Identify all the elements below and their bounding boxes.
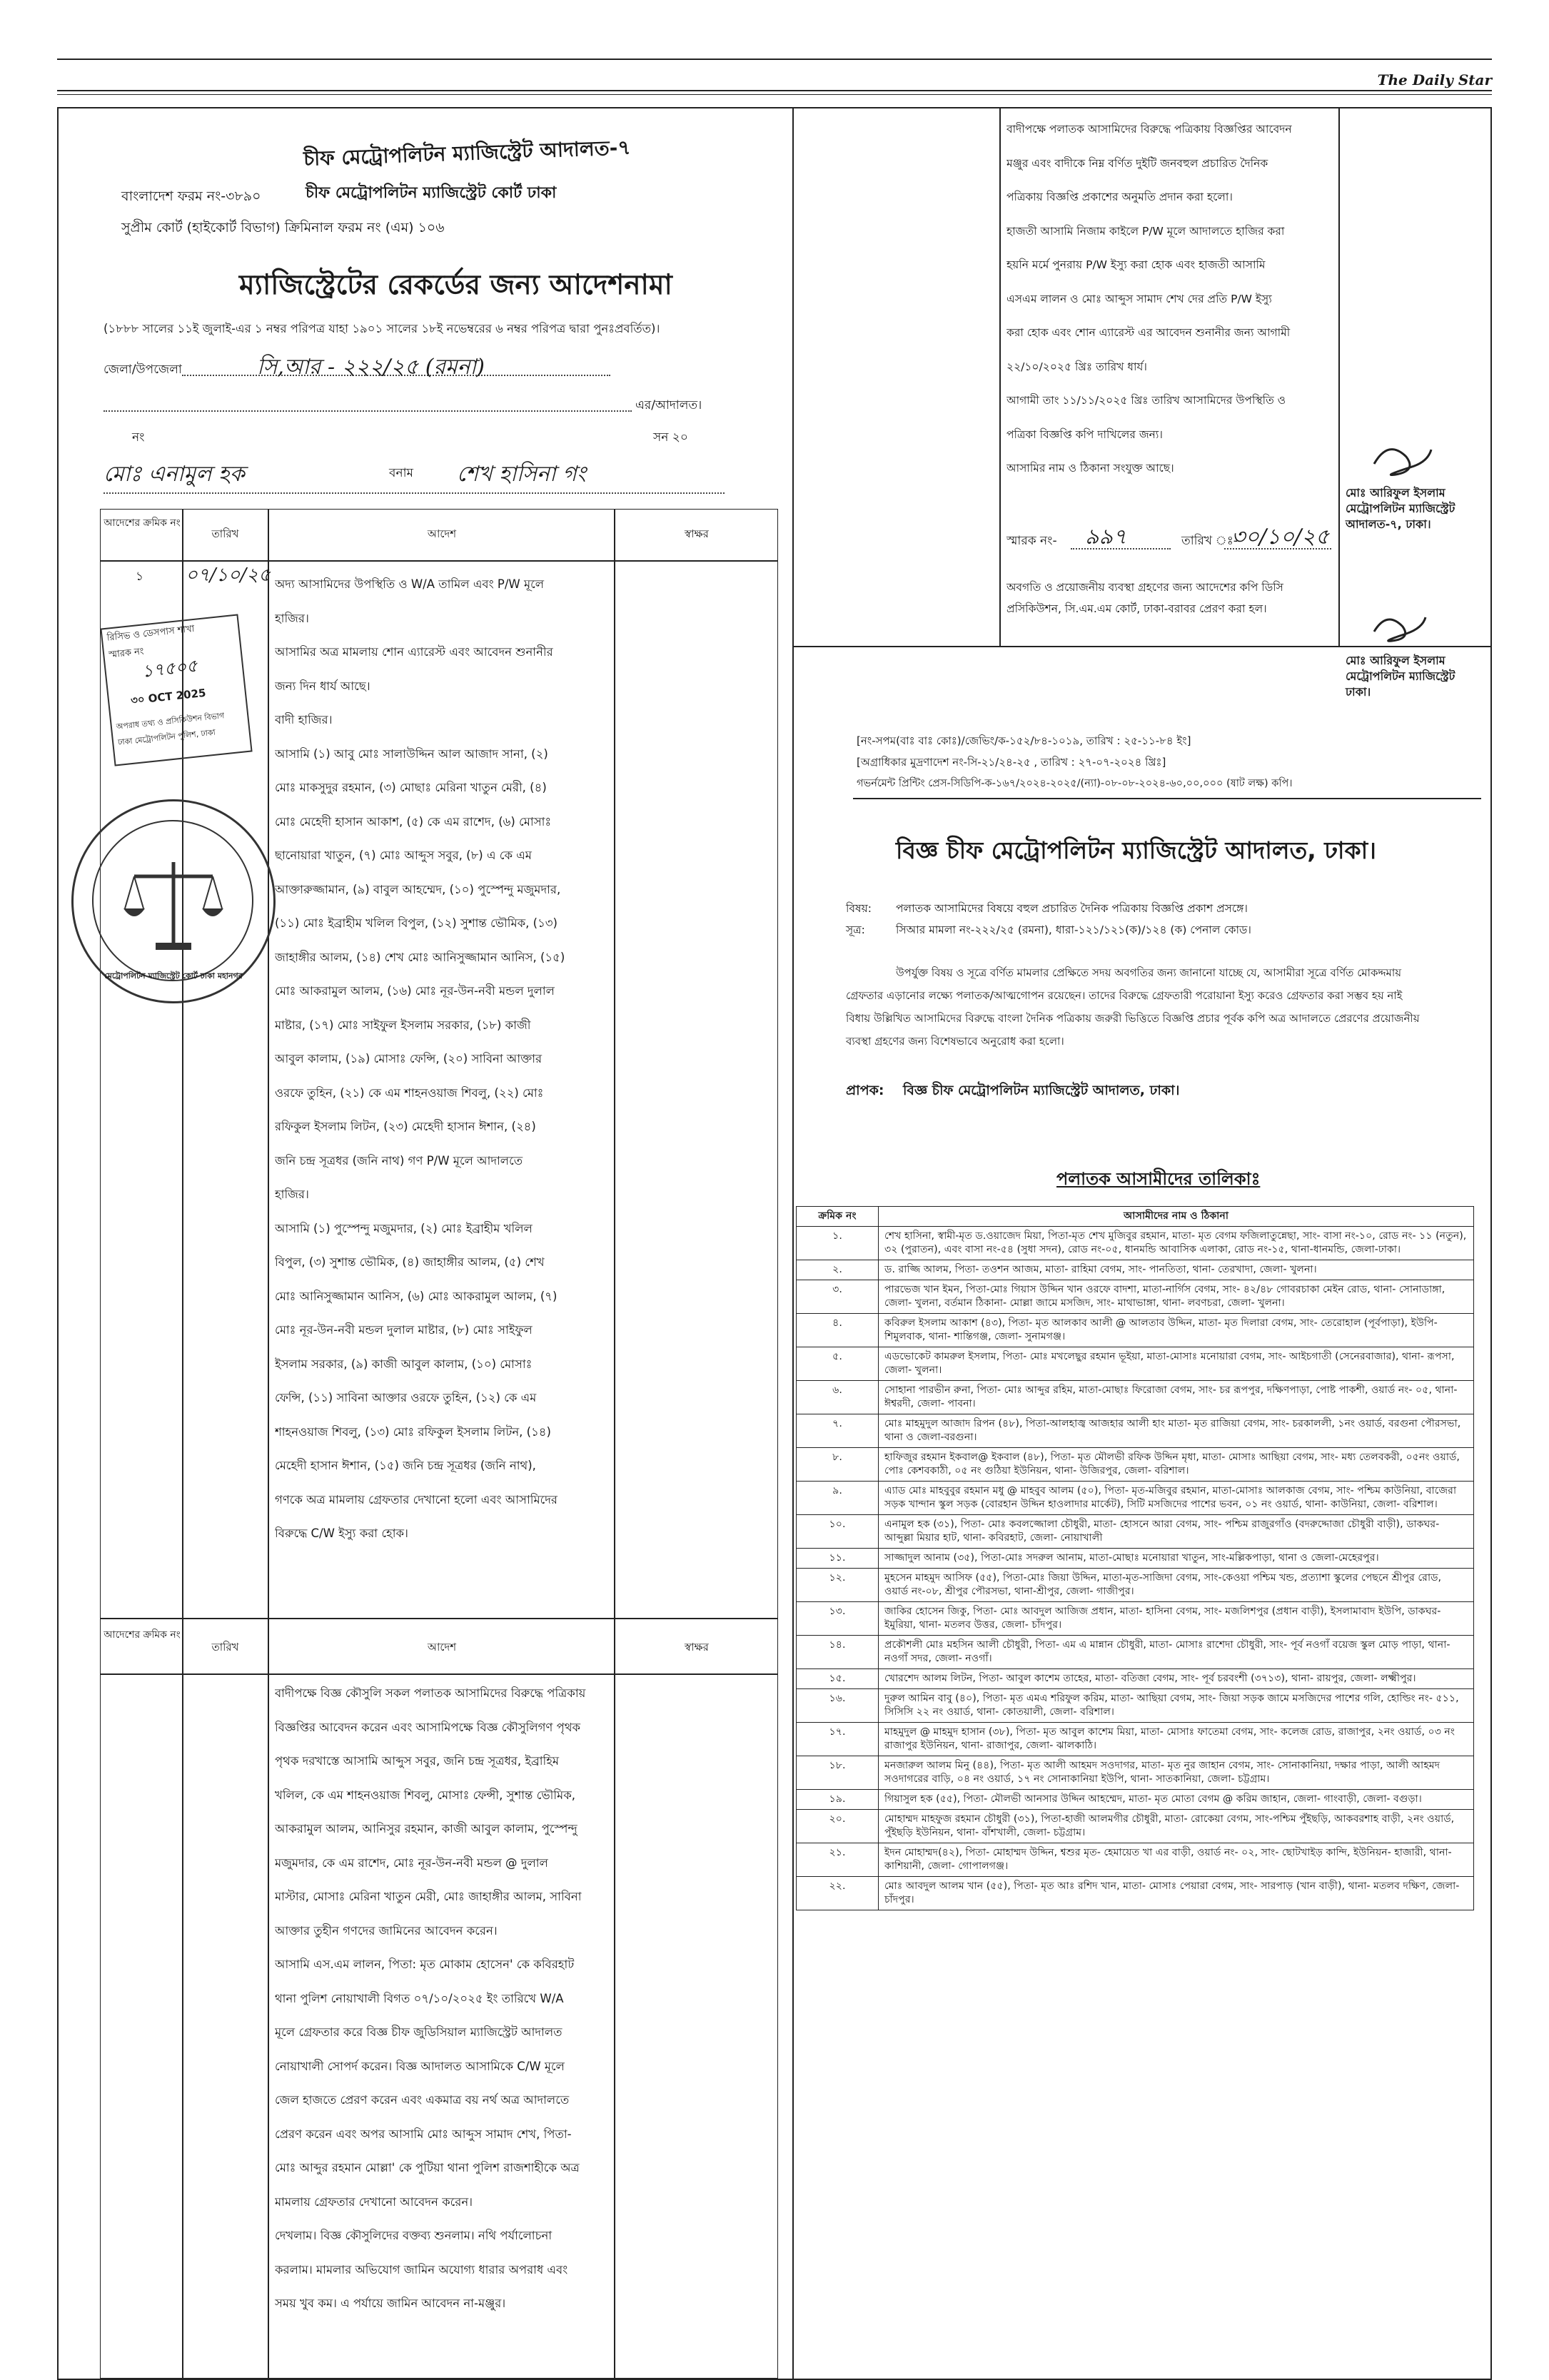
versus-label: বনাম [389,466,413,480]
table-row [797,1482,1473,1515]
text-line: করা হোক এবং শোন এ্যারেস্ট এর আবেদন শুনানীর জন্য আগামী [1006,326,1291,339]
text-line: জেল হাজতে প্রেরণ করেন এবং একমাত্র বয় নর্থ অত্র আদালতে [275,2093,570,2107]
masthead-rule [57,90,1492,91]
text-line: হাজতী আসামি নিজাম কাইলে P/W মূলে আদালতে হাজির করা [1006,224,1285,238]
table-row [797,1602,1473,1636]
table-2-header-signature: স্বাক্ষর [685,1641,709,1654]
accused-serial: ১৫. [797,1669,879,1688]
date-handwritten: ৩০/১০/২৫ [1231,525,1330,550]
table-1-header-signature: স্বাক্ষর [685,527,709,540]
text-line: শাহনওয়াজ শিবলু, (১৩) মোঃ রফিকুল ইসলাম লিটন, (১৪) [275,1424,551,1439]
table-row [797,1569,1473,1602]
table-row [797,1549,1473,1569]
table-row [797,1756,1473,1790]
plaintiff-handwritten: মোঃ এনামুল হক [104,462,245,487]
text-line: আসামির অত্র মামলায় শোন এ্যারেস্ট এবং আবেদন শুনানীর [275,645,553,659]
accused-name-address: ড. রাজ্জি আলম, পিতা- তওশন আজম, মাতা- রাহিমা বেগম, সাং- পানতিতা, থানা- তেরখাদা, জেলা- খুলনা। [884,1264,1317,1275]
accused-serial: ৫. [797,1347,879,1380]
receipt-stamp-dmp: ঢাকা মেট্রোপলিটন পুলিশ, ঢাকা [117,727,216,747]
table-2-header-date: তারিখ [211,1641,239,1654]
order-1-serial: ১ [136,569,144,584]
signature-1-title: মেট্রোপলিটন ম্যাজিস্ট্রেট [1346,502,1455,515]
accused-serial: ১১. [797,1549,879,1568]
text-line: ফেন্সি, (১১) সাবিনা আক্তার ওরফে তুহিন, (১২) কে এম [275,1391,537,1404]
accused-name-address: জাকির হোসেন জিকু, পিতা- মোঃ আবদুল আজিজ প্রধান, মাতা- হাসিনা বেগম, সাং- মজলিশপুর (প্রধান বাড়ী), ইসলামাবাদ ইউপি, ডাকঘর- ইমুরিয়া, থানা- মতলব উত্তর, জেলা- চাঁদপুর। [884,1606,1441,1631]
text-line: পত্রিকায় বিজ্ঞপ্তি প্রকাশের অনুমতি প্রদান করা হলো। [1006,191,1233,203]
accused-name-address: মনজারুল আলম মিনু (৪৪), পিতা- মৃত আলী আহমদ সওদাগর, মাতা- মৃত নুর জাহান বেগম, সাং- সোনাকানিয়া, দক্ষার পাড়া, আলী আহমদ সওদাগরের বাড়ি, ০৪ নং ওয়ার্ড, ১৭ নং সোনাকানিয়া ইউপি, থানা- সাতকানিয়া, জেলা- চট্টগ্রাম। [884,1760,1440,1785]
text-line: দেখলাম। বিজ্ঞ কৌসুলিদের বক্তব্য শুনলাম। নথি পর্যালোচনা [275,2229,553,2242]
header-name-address: আসামীদের নাম ও ঠিকানা [1124,1210,1228,1222]
table-1-col-rule [268,509,269,1619]
memo-number-handwritten: ৯৯৭ [1085,525,1127,550]
receipt-stamp-dept: অপরাধ তথ্য ও প্রসিকিউশন বিভাগ [116,711,225,732]
table-2-header-serial: আদেশের ক্রমিক নং [104,1629,181,1641]
court-dotline [104,410,632,412]
table-row [797,1790,1473,1810]
accused-name-address: মুহসেন মাহমুদ আসিফ (৫৫), পিতা-মোঃ জিয়া উদ্দিন, মাতা-মৃত-সাজিদা বেগম, সাং-কেওয়া পশ্চিম খন্ড, প্রত্যাশা স্কুলের পেছনে শ্রীপুর রোড, ওয়ার্ড নং-০৮, শ্রীপুর পৌরসভা, থানা-শ্রীপুর, জেলা- গাজীপুর। [884,1572,1442,1597]
text-line: আকরামুল আলম, আনিসুর রহমান, কাজী আবুল কালাম, পুস্পেন্দু [275,1822,577,1835]
table-row [797,1414,1473,1448]
court-seal [71,799,276,1003]
table-1-col-rule [614,509,615,1619]
accused-serial: ১৮. [797,1756,879,1789]
table-2-col-rule [182,1619,183,2379]
accused-serial: ১৯. [797,1790,879,1809]
forward-line-2: প্রসিকিউশন, সি.এম.এম কোর্ট, ঢাকা-বরাবর প্রেরণ করা হল। [1006,602,1267,615]
receipt-stamp [100,614,252,766]
accused-name-address: শেখ হাসিনা, স্বামী-মৃত ড.ওয়াজেদ মিয়া, পিতা-মৃত শেখ মুজিবুর রহমান, মাতা- মৃত বেগম ফজিলাতুন্নেছা, সাং- বাসা নং-১০, রোড নং- ১১ (নতুন), ৩২ (পুরাতন), এবং বাসা নং-৫৪ (সুধা সদন), রোড নং-০৫, ধানমন্ডি আবাসিক এলাকা, রোড নং-১৫, থানা-ধানমন্ডি, জেলা-ঢাকা। [884,1230,1467,1255]
forward-line-1: অবগতি ও প্রয়োজনীয় ব্যবস্থা গ্রহণের জন্য আদেশের কপি ডিসি [1006,581,1283,594]
accused-name-address: এনামুল হক (৩১), পিতা- মোঃ কবলজ্জোলা চৌধুরী, মাতা- হোসনে আরা বেগম, সাং- পশ্চিম রাজুরগাঁও (বদরুদ্দোজা চৌধুরী বাড়ী), ডাকঘর- আব্দুল্লা মিয়ার হাট, থানা- কবিরহাট, জেলা- নোয়াখালী [884,1519,1440,1544]
signature-1-name: মোঃ আরিফুল ইসলাম [1346,486,1445,500]
table-row [797,1689,1473,1723]
text-line: হাজির। [275,611,309,625]
number-label: নং [132,430,145,445]
order-1-date-handwritten: ০৭/১০/২৫ [186,564,271,586]
body-line-4: ব্যবস্থা গ্রহণের জন্য বিশেষভাবে অনুরোধ করা হলো। [846,1035,1064,1048]
accused-name-address: খোরশেদ আলম লিটন, পিতা- আবুল কাশেম তাহের, মাতা- বতিজা বেগম, সাং- পূর্ব চরবংশী (৩৭১৩), থানা- রায়পুর, জেলা- লক্ষ্মীপুর। [884,1673,1416,1684]
receipt-stamp-number: ১৭৫০৫ [141,655,198,682]
form-line-2: সুপ্রীম কোর্ট (হাইকোর্ট বিভাগ) ক্রিমিনাল ফরম নং (এম) ১০৬ [121,220,445,236]
masthead-rule-thin [57,94,1492,95]
memo-label: স্মারক নং- [1006,534,1057,548]
accused-serial: ১২. [797,1569,879,1601]
text-line: মাষ্টার, (১৭) মোঃ সাইফুল ইসলাম সরকার, (১৮) কাজী [275,1018,531,1032]
top-rule [57,59,1492,60]
accused-name-address: এডভোকেট কামরুল ইসলাম, পিতা- মোঃ মখলেছুর রহমান ভূইয়া, মাতা-মোসাঃ মনোয়ারা বেগম, সাং- আইচগাতী (সেনেরবাজার), থানা- রূপসা, জেলা- খুলনা। [884,1351,1455,1376]
document-title: ম্যাজিস্ট্রেটের রেকর্ডের জন্য আদেশনামা [239,269,672,301]
accused-serial: ১৬. [797,1689,879,1722]
table-row [797,1669,1473,1689]
text-line: মোঃ মাকসুদুর রহমান, (৩) মোছাঃ মেরিনা খাতুন মেরী, (৪) [275,781,547,794]
accused-table-header [797,1207,1473,1227]
text-line: হয়নি মর্মে পুনরায় P/W ইস্যু করা হোক এবং হাজতী আসামি [1006,258,1266,271]
accused-serial: ৯. [797,1482,879,1514]
notice-title: বিজ্ঞ চীফ মেট্রোপলিটন ম্যাজিস্ট্রেট আদালত, ঢাকা। [896,836,1376,864]
text-line: রফিকুল ইসলাম লিটন, (২৩) মেহেদী হাসান ঈশান, (২৪) [275,1120,536,1133]
text-line: মোঃ আব্দুর রহমান মোল্লা' কে পুটিয়া থানা পুলিশ রাজশাহীকে অত্র [275,2161,580,2174]
accused-name-address: হাফিজুর রহমান ইকবাল@ ইকবাল (৪৮), পিতা- মৃত মৌলভী রফিক উদ্দিন মৃধা, মাতা- মোসাঃ আছিয়া বেগম, সাং- মধ্য তেলবকরী, ০৫নং ওয়ার্ড, পোঃ কেশবকাঠী, ০৫ নং গুঠিয়া ইউনিয়ন, থানা- উজিরপুর, জেলা- বরিশাল। [884,1452,1460,1477]
text-line: আবুল কালাম, (১৯) মোসাঃ ফেন্সি, (২০) সাবিনা আক্তার [275,1052,543,1065]
text-line: আসামি এস.এম লালন, পিতা: মৃত মোকাম হোসেন' কে কবিরহাট [275,1958,575,1971]
text-line: প্রেরণ করেন এবং অপর আসামি মোঃ আব্দুস সামাদ শেখ, পিতা- [275,2127,572,2141]
table-row [797,1843,1473,1877]
text-line: বাদীপক্ষে পলাতক আসামিদের বিরুদ্ধে পত্রিকায় বিজ্ঞপ্তির আবেদন [1006,123,1292,136]
subject-text: পলাতক আসামিদের বিষয়ে বহুল প্রচারিত দৈনিক পত্রিকায় বিজ্ঞপ্তি প্রকাশ প্রসঙ্গে। [896,902,1248,915]
text-line: মূলে গ্রেফতার করে বিজ্ঞ চীফ জুডিসিয়াল ম্যাজিস্ট্রেট আদালত [275,2025,562,2039]
subject-label: বিষয়: [846,902,872,915]
form-number: বাংলাদেশ ফরম নং-৩৮৯০ [121,188,261,204]
text-line: বিরুদ্ধে C/W ইস্যু করা হোক। [275,1526,408,1540]
text-line: হাজির। [275,1188,309,1201]
signature-2-court: ঢাকা। [1346,685,1371,699]
accused-serial: ২০. [797,1810,879,1843]
body-line-1: উপর্যুক্ত বিষয় ও সূত্রে বর্ণিত মামলার প্রেক্ষিতে সদয় অবগতির জন্য জানানো যাচ্ছে যে, আসামীরা সূত্রে বর্ণিত মোকদ্দমায় [896,966,1402,979]
text-line: জাহাঙ্গীর আলম, (১৪) শেখ মোঃ আনিসুজ্জামান আনিস, (১৫) [275,950,565,964]
table-1-header-order: আদেশ [427,527,457,540]
table-row [797,1448,1473,1482]
right-order-col-rule [999,107,1001,646]
text-line: আসামি (১) পুস্পেন্দু মজুমদার, (২) মোঃ ইব্রাহীম খলিল [275,1221,533,1235]
accused-serial: ১. [797,1227,879,1260]
recipient-label: প্রাপক: [846,1083,884,1098]
defendant-handwritten: শেখ হাসিনা গং [457,462,586,487]
signature-2-title: মেট্রোপলিটন ম্যাজিস্ট্রেট [1346,669,1455,683]
ref-rule [853,798,1481,799]
accused-serial: ১০. [797,1515,879,1548]
memo-dotline [1071,548,1171,550]
accused-serial: ৭. [797,1414,879,1447]
district-label: জেলা/উপজেলা [104,363,182,377]
parties-dotline [104,492,725,494]
accused-serial: ২১. [797,1843,879,1876]
text-line: মজুমদার, কে এম রাশেদ, মোঃ নূর-উন-নবী মন্ডল @ দুলাল [275,1855,548,1870]
signature-2 [1367,607,1431,649]
text-line: এসএম লালন ও মোঃ আব্দুস সামাদ শেখ দের প্রতি P/W ইস্যু [1006,292,1272,305]
source-text: সিআর মামলা নং-২২২/২৫ (রমনা), ধারা-১২১/১২১(ক)/১২৪ (ক) পেনাল কোড। [896,923,1251,936]
text-line: ছানোয়ারা খাতুন, (৭) মোঃ আব্দুস সবুর, (৮) এ কে এম [275,849,532,862]
accused-table [796,1206,1474,1910]
receipt-stamp-title: রিসিভ ও ডেসপাস শাখা [106,623,196,644]
court-stamp-top: চীফ মেট্রোপলিটন ম্যাজিস্ট্রেট আদালত-৭ [303,136,632,171]
table-2-col-rule [614,1619,615,2379]
table-1-header-date: তারিখ [211,527,239,540]
ref-line-3: গভর্নমেন্ট প্রিন্টিং প্রেস-সিডিপি-ক-১৬৭/২০২৪-২০২৫/(ন্যা)-০৮-০৮-২০২৪-৬০,০০,০০০ (ষাট লক্ষ) কপি। [857,778,1293,789]
text-line: ২২/১০/২০২৫ খ্রিঃ তারিখ ধার্য। [1006,360,1147,373]
accused-name-address: সাজ্জাদুল আনাম (৩৫), পিতা-মোঃ সদরুল আনাম, মাতা-মোছাঃ মনোয়ারা খাতুন, সাং-মল্লিকপাড়া, থানা ও জেলা-মেহেরপুর। [884,1552,1379,1564]
accused-name-address: দুরুল আমিন বাবু (৪০), পিতা- মৃত এমএ শরিফুল করিম, মাতা- আছিয়া বেগম, সাং- জিয়া সড়ক জামে মসজিদের পাশের গলি, হোল্ডিং নং- ৫১১, সিসিসি ২২ নং ওয়ার্ড, থানা- কোতয়ালী, জেলা- বরিশাল। [884,1693,1459,1718]
text-line: (১১) মোঃ ইব্রাহীম খলিল বিপুল, (১২) সুশান্ত ভৌমিক, (১৩) [275,916,557,930]
text-line: মামলায় গ্রেফতার দেখানো আবেদন করেন। [275,2194,473,2209]
accused-name-address: এ্যাড মোঃ মাহবুবুর রহমান মধু @ মাহবুব আলম (৫০), পিতা- মৃত-মজিবুর রহমান, মাতা-মোসাঃ আলকাজ বেগম, সাং- পশ্চিম কাউনিয়া, বাজেরা সড়ক খান্দান স্কুল সড়ক (বোরহান উদ্দিন হাওলাদার মার্কেট), সিটি মসজিদের পাশের ভবন, ০১ নং ওয়ার্ড, থানা- কাউনিয়া, জেলা- বরিশাল। [884,1485,1457,1510]
text-line: মঞ্জুর এবং বাদীকে নিম্ন বর্ণিত দুইটি জনবহুল প্রচারিত দৈনিক [1006,156,1268,170]
document-subtitle: (১৮৮৮ সালের ১১ই জুলাই-এর ১ নম্বর পরিপত্র যাহা ১৯০১ সালের ১৮ই নভেম্বরের ৬ নম্বর পরিপত্র দ্বারা পুনঃপ্রবর্তিত)। [104,322,660,335]
table-row [797,1347,1473,1381]
table-1-header-serial: আদেশের ক্রমিক নং [104,517,181,529]
text-line: জনি চন্দ্র সূত্রধর (জনি নাথ) গণ P/W মূলে আদালতে [275,1153,523,1168]
text-line: ইসলাম সরকার, (৯) কাজী আবুল কালাম, (১০) মোসাঃ [275,1357,533,1371]
accused-name-address: পারভেজ খান ইমন, পিতা-মোঃ গিয়াস উদ্দিন খান ওরফে বাদশা, মাতা-নার্গিস বেগম, সাং- ৪২/৪৮ গোবরচাকা মেইন রোড, থানা- সোনাডাঙ্গা, জেলা- খুলনা, বর্তমান ঠিকানা- মোল্লা জামে মসজিদ, সাং- মাথাভাঙ্গা, থানা- লবণচরা, জেলা- খুলনা। [884,1284,1445,1309]
text-line: মোঃ মেহেদী হাসান আকাশ, (৫) কে এম রাশেদ, (৬) মোসাঃ [275,814,552,829]
text-line: মেহেদী হাসান ঈশান, (১৫) জনি চন্দ্র সূত্রধর (জনি নাথ), [275,1459,536,1472]
text-line: আগামী তাং ১১/১১/২০২৫ খ্রিঃ তারিখ আসামিদের উপস্থিতি ও [1006,394,1286,407]
text-line: আক্তার তুহীন গণদের জামিনের আবেদন করেন। [275,1923,498,1938]
table-row [797,1515,1473,1549]
signature-1 [1367,435,1438,485]
masthead: The Daily Star [1377,71,1492,88]
text-line: বাদীপক্ষে বিজ্ঞ কৌসুলি সকল পলাতক আসামিদের বিরুদ্ধে পত্রিকায় [275,1686,586,1700]
accused-name-address: কবিরুল ইসলাম আকাশ (৪৩), পিতা- মৃত আলকাব আলী @ আলতাব উদ্দিন, মাতা- মৃত দিলারা বেগম, সাং- তেরোহাল (পূর্বপাড়া), ইউপি- শিমুলবাক, থানা- শান্তিগঞ্জ, জেলা- সুনামগঞ্জ। [884,1317,1438,1342]
case-number-handwritten: সি,আর - ২২২/২৫ (রমনা) [257,355,485,380]
text-line: পৃথক দরখাস্তে আসামি আব্দুস সবুর, জনি চন্দ্র সূত্রধর, ইব্রাহিম [275,1754,560,1768]
text-line: পত্রিকা বিজ্ঞপ্তি কপি দাখিলের জন্য। [1006,427,1163,441]
accused-name-address: গিয়াসুল হক (৫৫), পিতা- মৌলভী আনসার উদ্দিন আহম্মেদ, মাতা- মৃত মোতা বেগম @ করিম জাহান, জেলা- গাংবাড়ী, জেলা- বগুড়া। [884,1793,1422,1805]
date-dotline [1224,548,1331,550]
table-row [797,1227,1473,1260]
date-label: তারিখ ঃ- [1181,534,1238,548]
text-line: নোয়াখালী সোপর্দ করেন। বিজ্ঞ আদালত আসামিকে C/W মূলে [275,2059,565,2073]
table-row [797,1810,1473,1843]
court-header: চীফ মেট্রোপলিটন ম্যাজিস্ট্রেট কোর্ট ঢাকা [306,184,557,202]
table-row [797,1381,1473,1414]
text-line: মোঃ নূর-উন-নবী মন্ডল দুলাল মাষ্টার, (৮) মোঃ সাইফুল [275,1323,533,1337]
text-line: গণকে অত্র মামলায় গ্রেফতার দেখানো হলো এবং আসামিদের [275,1492,558,1507]
accused-serial: ৮. [797,1448,879,1481]
source-label: সূত্র: [846,923,865,936]
body-line-2: গ্রেফতার এড়ানোর লক্ষ্যে পলাতক/আত্মগোপন রয়েছেন। তাদের বিরুদ্ধে গ্রেফতারী পরোয়ানা ইস্যু করেও গ্রেফতার করা সম্ভব হয় নাই [846,989,1403,1002]
right-order-col-rule [1338,107,1340,646]
accused-serial: ৪. [797,1314,879,1347]
table-2-header-order: আদেশ [427,1641,457,1654]
table-row [797,1877,1473,1910]
text-line: বিপুল, (৩) সুশান্ত ভৌমিক, (৪) জাহাঙ্গীর আলম, (৫) শেখ [275,1255,545,1269]
text-line: অদ্য আসামিদের উপস্থিতি ও W/A তামিল এবং P/W মূলে [275,577,545,591]
accused-serial: ৩. [797,1280,879,1313]
text-line: বিজ্ঞপ্তির আবেদন করেন এবং আসামিপক্ষে বিজ্ঞ কৌসুলিগণ পৃথক [275,1720,581,1734]
table-row [797,1636,1473,1669]
text-line: আক্তারুজ্জামান, (৯) বাবুল আহম্মেদ, (১০) পুস্পেন্দু মজুমদার, [275,882,561,896]
signature-1-court: আদালত-৭, ঢাকা। [1346,517,1431,531]
accused-serial: ১৩. [797,1602,879,1635]
table-row [797,1314,1473,1347]
accused-serial: ১৭. [797,1723,879,1756]
text-line: থানা পুলিশ নোয়াখালী বিগত ০৭/১০/২০২৫ ইং তারিখে W/A [275,1991,564,2005]
text-line: সময় খুব কম। এ পর্যায়ে জামিন আবেদন না-মঞ্জুর। [275,2297,506,2310]
text-line: মোঃ আনিসুজ্জামান আনিস, (৬) মোঃ আকরামুল আলম, (৭) [275,1289,557,1303]
accused-name-address: মোহাম্মদ মাহফুজ রহমান চৌধুরী (৩১), পিতা-হাজী আলমগীর চৌধুরী, মাতা- রোকেয়া বেগম, সাং-পশ্চিম পুঁইছড়ি, আকবরশাহ বাড়ী, ২নং ওয়ার্ড, পুঁইছড়ি ইউনিয়ন, থানা- বাঁশখালী, জেলা- চট্টগ্রাম। [884,1813,1455,1838]
body-line-3: বিধায় উল্লিখিত আসামিদের বিরুদ্ধে বাংলা দৈনিক পত্রিকায় জরুরী ভিত্তিতে বিজ্ঞপ্তি প্রচার পূর্বক কপি অত্র আদালতে প্রেরণের প্রয়োজনীয় [846,1012,1420,1025]
year-label: সন ২০ [653,430,688,445]
header-serial: ক্রমিক নং [797,1207,879,1226]
accused-serial: ২. [797,1260,879,1280]
accused-serial: ২২. [797,1877,879,1910]
text-line: করলাম। মামলার অভিযোগ জামিন অযোগ্য ধারার অপরাধ এবং [275,2262,568,2277]
text-line: আসামির নাম ও ঠিকানা সংযুক্ত আছে। [1006,462,1174,475]
table-2-header-rule [100,1673,778,1675]
accused-serial: ১৪. [797,1636,879,1668]
text-line: ওরফে তুহিন, (২১) কে এম শাহনওয়াজ শিবলু, (২২) মোঃ [275,1085,544,1100]
text-line: মাস্টার, মোসাঃ মেরিনা খাতুন মেরী, মোঃ জাহাঙ্গীর আলম, সাবিনা [275,1890,582,1903]
accused-name-address: সোহানা পারভীন রুনা, পিতা- মোঃ আব্দুর রহিম, মাতা-মোছাঃ ফিরোজা বেগম, সাং- চর রূপপুর, দক্ষিণপাড়া, পোষ্ট পাকশী, ওয়ার্ড নং- ০৫, থানা- ঈশ্বরদী, জেলা- পাবনা। [884,1384,1458,1409]
accused-name-address: মোঃ আবদুল আলম খান (৫৫), পিতা- মৃত আঃ রশিদ খান, মাতা- মোসাঃ পেয়ারা বেগম, সাং- সারপাড় (খান বাড়ী), থানা- মতলব দক্ষিণ, জেলা- চাঁদপুর। [884,1880,1460,1905]
accused-serial: ৬. [797,1381,879,1414]
ref-line-1: [নং-সপম(বাঃ বাঃ কোঃ)/জেভিং/ক-১৫২/৮৪-১০১৯, তারিখ : ২৫-১১-৮৪ ইং] [857,734,1191,747]
accused-name-address: মোঃ মাহমুদুল আজাদ রিপন (৪৮), পিতা-আলহাজ্ব আজহার আলী হাং মাতা- মৃত রাজিয়া বেগম, সাং- চরকাললী, ১নং ওয়ার্ড, বরগুনা পৌরসভা, থানা ও জেলা-বরগুনা। [884,1418,1461,1443]
table-2-col-rule [268,1619,269,2379]
text-line: বাদী হাজির। [275,713,333,726]
column-divider [792,107,794,2379]
table-row [797,1723,1473,1756]
accused-name-address: মাহমুদুল @ মাহমুদ হাসান (৩৮), পিতা- মৃত আবুল কাশেম মিয়া, মাতা- মোসাঃ ফাতেমা বেগম, সাং- কলেজ রোড, রাজাপুর, ২নং ওয়ার্ড, ০৩ নং রাজাপুর ইউনিয়ন, থানা- রাজাপুর, জেলা- ঝালকাঠি। [884,1726,1455,1751]
accused-name-address: প্রকৌশলী মোঃ মহসিন আলী চৌধুরী, পিতা- এম এ মান্নান চৌধুরী, মাতা- মোসাঃ রাশেদা চৌধুরী, সাং- পূর্ব নওগাঁ বয়েজ স্কুল মোড় পাড়া, থানা- নওগাঁ সদর, জেলা- নওগাঁ। [884,1639,1450,1664]
text-line: মোঃ আকরামুল আলম, (১৬) মোঃ নূর-উন-নবী মন্ডল দুলাল [275,984,555,998]
ref-line-2: [অগ্রাধিকার মুদ্রণাদেশ নং-সি-২১/২৪-২৫ , তারিখ : ২৭-০৭-২০২৪ খ্রিঃ] [857,756,1166,769]
accused-list-title: পলাতক আসামীদের তালিকাঃ [1056,1169,1261,1189]
receipt-stamp-date: ৩০ OCT 2025 [130,686,207,707]
receipt-stamp-memo: স্মারক নং [108,646,145,661]
recipient-text: বিজ্ঞ চীফ মেট্রোপলিটন ম্যাজিস্ট্রেট আদালত, ঢাকা। [903,1083,1180,1098]
table-row [797,1280,1473,1314]
court-suffix: এর/আদালত। [635,398,702,412]
text-line: আসামি (১) আবু মোঃ সালাউদ্দিন আল আজাদ সানা, (২) [275,746,548,761]
court-seal-text: মেট্রোপলিটন ম্যাজিস্ট্রেট কোর্ট ঢাকা মহানগর [104,971,243,981]
accused-name-address: ইদন মোহাম্মদ(৪২), পিতা- মোহাম্মদ উদ্দিন, শ্বশুর মৃত- হেমায়েত খা এর বাড়ী, ওয়ার্ড নং- ০২, সাং- ছোটখাইড় কান্দি, ইউনিয়ন- হাজারী, থানা- কাশিয়ানী, জেলা- গোপালগঞ্জ। [884,1847,1452,1872]
signature-2-name: মোঃ আরিফুল ইসলাম [1346,654,1445,667]
text-line: খলিল, কে এম শাহনওয়াজ শিবলু, মোসাঃ ফেন্সী, সুশান্ত ভৌমিক, [275,1788,576,1802]
table-row [797,1260,1473,1280]
text-line: জন্য দিন ধার্য আছে। [275,679,370,693]
